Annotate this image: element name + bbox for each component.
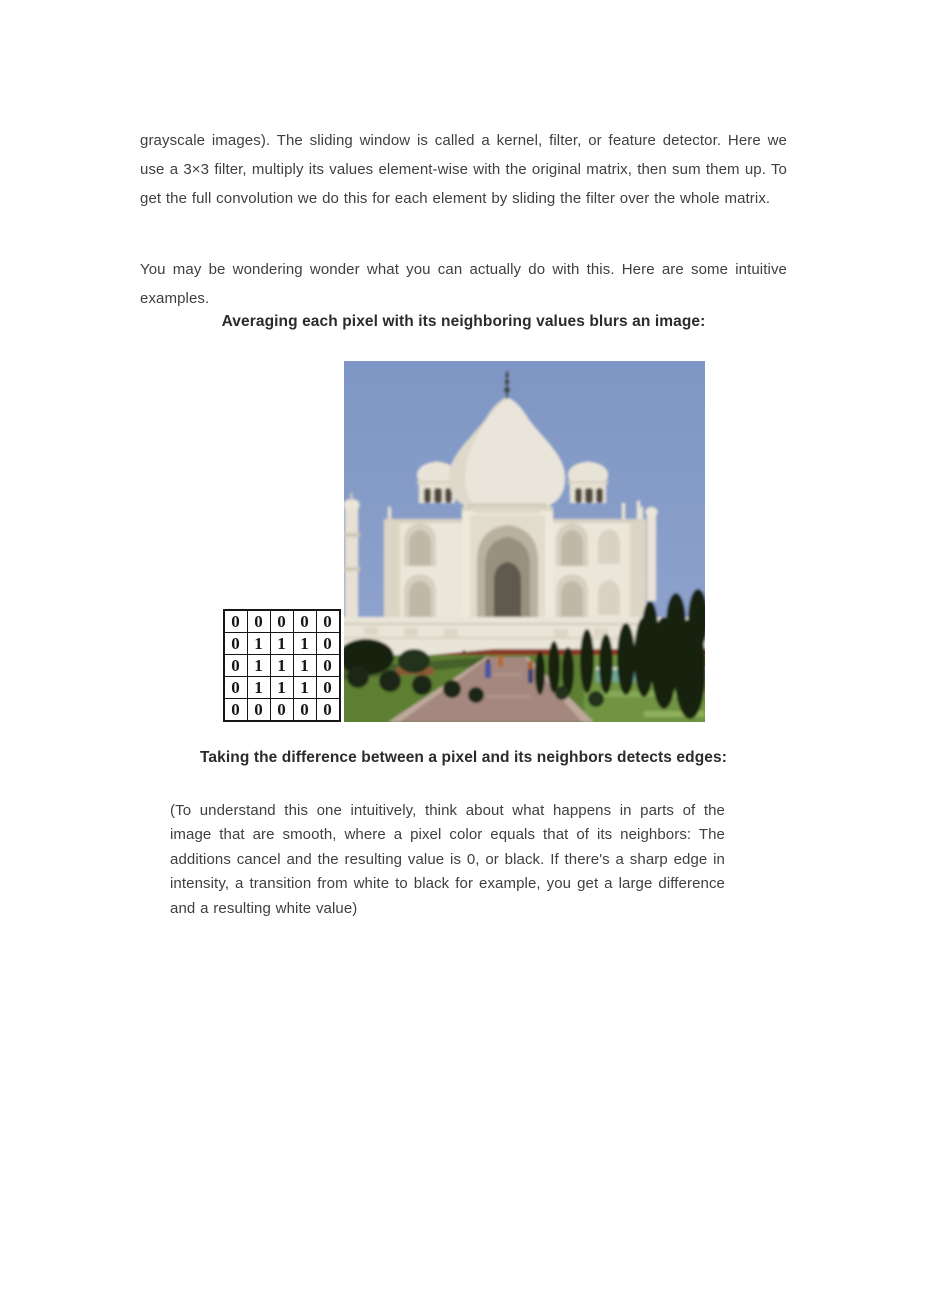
kernel-cell: 0 [224,633,248,655]
kernel-cell: 0 [293,610,316,633]
kernel-row [224,633,340,655]
figure-blur-example [140,360,787,722]
kernel-cell: 0 [224,699,248,722]
kernel-cell: 1 [293,677,316,699]
paragraph-convolution-description: grayscale images). The sliding window is called a kernel, filter, or feature detector. Here we use a 3×3 filter, multiply its values element-wise with the original matrix, then sum them up. To get the full convolution we do this for each element by sliding the filter over the whole matrix. [140,132,787,207]
kernel-row [224,699,340,722]
kernel-cell: 0 [224,655,248,677]
kernel-cell: 1 [270,655,293,677]
kernel-cell: 0 [316,655,340,677]
kernel-cell: 1 [247,633,270,655]
kernel-cell: 0 [293,699,316,722]
kernel-cell: 1 [293,655,316,677]
kernel-row [224,610,340,633]
kernel-cell: 1 [247,655,270,677]
kernel-cell: 0 [247,699,270,722]
kernel-cell: 0 [270,699,293,722]
kernel-cell: 1 [293,633,316,655]
right-chhatri [568,461,608,503]
kernel-matrix-body [224,610,340,721]
kernel-cell: 1 [270,633,293,655]
kernel-cell: 1 [247,677,270,699]
right-minaret [645,507,657,601]
kernel-cell: 0 [224,610,248,633]
paragraph-edge-detection-note: (To understand this one intuitively, think about what happens in parts of the image that are smooth, where a pixel color equals that of its neighbors: The additions cancel and the resulting value is 0, or black. If there's a sharp edge in intensity, a transition from white to black for example, you get a large difference and a resulting white value) [170,802,725,917]
left-minaret [344,493,360,621]
kernel-cell: 0 [316,610,340,633]
kernel-matrix-table [223,609,341,722]
kernel-cell: 0 [316,677,340,699]
taj-mahal-image [344,361,705,722]
kernel-cell: 1 [270,677,293,699]
kernel-cell: 0 [270,610,293,633]
kernel-cell: 0 [247,610,270,633]
paragraph-intuitive-examples: You may be wondering wonder what you can actually do with this. Here are some intuitive examples. [140,261,787,307]
kernel-row [224,655,340,677]
kernel-cell: 0 [316,633,340,655]
heading-blur-example: Averaging each pixel with its neighboring values blurs an image: [221,313,706,330]
heading-edge-detection: Taking the difference between a pixel and its neighbors detects edges: [200,749,727,766]
kernel-cell: 0 [316,699,340,722]
kernel-cell: 0 [224,677,248,699]
kernel-row [224,677,340,699]
